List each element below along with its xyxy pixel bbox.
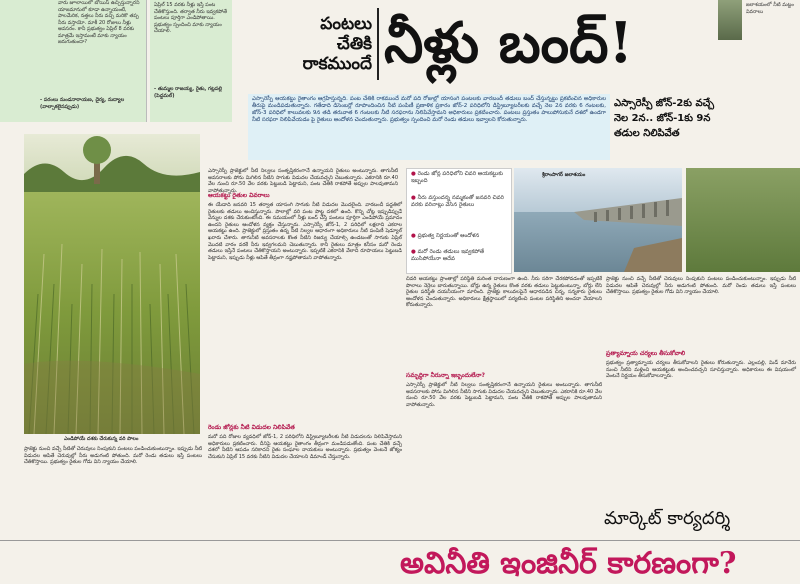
- second-quote-box: [150, 0, 232, 122]
- article-col3b: ఎస్సారెస్పీ ప్రాజెక్టులో నీటి నిల్వలు సంతృప్తికరంగానే ఉన్నాయని రైతులు అంటున్నారు. తాగునీటి అవసరాలకు పోను మిగిలిన నీటిని సాగుకు విడుదల చేయవచ్చని చెబుతున్నారు. ఎకరానికి రూ.40 వేల నుంచి రూ.50 వేల వరకు పెట్టుబడి పెట్టామని, పంట చేతికి రాకపోతే అప్పుల పాలవుతామని వాపోతున్నారు.: [406, 382, 602, 408]
- second-quote-name: - తుమ్మల రాజయ్య, రైతు, గట్లపల్లి (పెద్దమల్): [154, 86, 223, 99]
- reservoir-photo: [514, 168, 682, 272]
- top-right-caption: జలాశయంలో నీటి మట్టం వివరాలు: [746, 2, 794, 15]
- headline-divider: [377, 8, 379, 80]
- article-col1: ఈ యేడాది జనవరి 15 తర్వాత యాసంగి సాగుకు నీటి విడుదల మొదలైంది. వారబందీ పద్దతిలో రైతులకు తడులు అందిస్తున్నారు. పొలాల్లో వరి పంట పొట్ట దశలో ఉంది. కొన్ని చోట్ల ఇప్పుడిప్పుడే వెన్నుల దశకు చేరుకుంటోంది. ఈ సమయంలో నీళ్లు బంద్ చేస్తే పంటలు పూర్తిగా ఎండిపోయే ప్రమాదం ఉందని రైతులు ఆందోళన వ్యక్తం చేస్తున్నారు. ఎస్సారెస్పీ జోన్-1, 2 పరిధిలో లక్షలాది ఎకరాల ఆయకట్టు ఉంది. ప్రాజెక్టులో ప్రస్తుతం ఉన్న నీటి నిల్వల ఆధారంగా అధికారులు నీటి పంపిణీ షెడ్యూల్ ఖరారు చేశారు. తాగునీటి అవసరాలకు కొంత నీటిని రిజర్వు చేయాల్సి ఉండటంతో సాగుకు ఏప్రిల్ మొదటి వారం వరకే నీరు ఇవ్వగలమని చెబుతున్నారు. కానీ రైతులు మాత్రం కనీసం మరో రెండు తడులు ఇస్తేనే పంటలు చేతికొస్తాయని అంటున్నారు. ఇప్పటికే ఎకరానికి వేలాది రూపాయలు పెట్టుబడి పెట్టామని, ఇప్పుడు నీళ్లు ఆపితే తీవ్రంగా నష్టపోతామని వాపోతున్నారు.: [208, 202, 402, 261]
- second-quote-text: ఏప్రిల్ 15 వరకు నీళ్లు ఇస్తే పంట చేతికొస్తుంది. తర్వాత నీరు ఇవ్వకపోతే పంటలు పూర్తిగా ఎండిపోతాయి. ప్రభుత్వం స్పందించి మాకు న్యాయం చేయాలి.: [154, 2, 228, 34]
- left-quote-text: వారు జూలాయిలో బోయిస్ ఉచ్చిస్తున్నారని యాజమానులో కూడా ఉన్నాయంటే, పాలమేరిక, నత్తలు నీరు వచ్చి మరికొ తప్ప నీరు వస్తాయో. మాకీ 20 రోజులు నీళ్లు అవసరం. కానీ ప్రభుత్వం ఏప్రిల్ 8 వరకు మాత్రమే ఇస్తామంటే మాకు న్యాయం జరుగుతుందా?: [58, 0, 140, 45]
- highlight-2: ● నీరు వస్తుందన్న నమ్మకంతో జనవరి చివరి వరకు వరినాట్లు వేసిన రైతులు: [411, 195, 504, 208]
- subhead-zones: రెండు జోన్లకు నీటి విడుదల నిలిపివేత: [208, 424, 295, 431]
- article-col3: చివరి ఆయకట్టు ప్రాంతాల్లో పరిస్థితి మరింత దారుణంగా ఉంది. నీరు సరిగా చేరకపోవడంతో ఇప్పటికే పొలాలు నెర్రెలు బారుతున్నాయి. బోర్లు ఉన్న రైతులు కొంత వరకు తడులు పెట్టుకుంటున్నా, బోర్లు లేని రైతుల పరిస్థితి దయనీయంగా మారింది. ప్రాజెక్టు కాలువలపైనే ఆధారపడిన చిన్న, సన్నకారు రైతులు ఆందోళన చెందుతున్నారు. అధికారులు క్షేత్రస్థాయిలో పర్యటించి పంటల పరిస్థితిని అంచనా వేయాలని కోరుతున్నారు.: [406, 276, 602, 309]
- article-bottom-left: ప్రాజెక్టు నుంచి వచ్చే నీటితో చెరువులు నింపుకుని పంటలు పండించుకుంటున్నాం. ఇప్పుడు నీటి విడుదల ఆపితే చెరువుల్లో నీరు అడుగంటి పోతుంది. మరో రెండు తడులు ఇస్తే పంటలు చేతికొస్తాయి. ప్రభుత్వం రైతుల గోడు విని న్యాయం చేయాలి.: [24, 446, 202, 466]
- article-col2: మరో పది రోజుల వ్యవధిలో జోన్-1, 2 పరిధిలోని డిస్ట్రిబ్యూటరీలకు నీటి విడుదలను నిలిపివేస్తామని అధికారులు ప్రకటించారు. దీనిపై ఆయకట్టు రైతాంగం తీవ్రంగా మండిపడుతోంది. పంట చేతికి వచ్చే దశలో నీటిని ఆపడం సరికాదని రైతు సంఘాల నాయకులు అంటున్నారు. ప్రభుత్వం వెంటనే జోక్యం చేసుకుని ఏప్రిల్ 15 వరకు నీటిని విడుదల చేయాలని డిమాండ్ చేస్తున్నారు.: [208, 434, 402, 460]
- bottom-divider: [0, 540, 800, 541]
- article-intro: ఎస్సారెస్పీ ప్రాజెక్టులో నీటి నిల్వలు సంతృప్తికరంగానే ఉన్నాయని రైతులు అంటున్నారు. తాగునీటి అవసరాలకు పోను మిగిలిన నీటిని సాగుకు విడుదల చేయవచ్చని చెబుతున్నారు. ఎకరానికి రూ.40 వేల నుంచి రూ.50 వేల వరకు పెట్టుబడి పెట్టామని, పంట చేతికి రాకపోతే అప్పుల పాలవుతామని వాపోతున్నారు.: [208, 168, 398, 194]
- article-col4: ప్రాజెక్టు నుంచి వచ్చే నీటితో చెరువులు నింపుకుని పంటలు పండించుకుంటున్నాం. ఇప్పుడు నీటి విడుదల ఆపితే చెరువుల్లో నీరు అడుగంటి పోతుంది. మరో రెండు తడులు ఇస్తే పంటలు చేతికొస్తాయి. ప్రభుత్వం రైతుల గోడు విని న్యాయం చేయాలి.: [606, 276, 796, 296]
- subhead-farmers: ఆయకట్టు రైతుల వివరాలు: [208, 192, 270, 199]
- headline-main: నీళ్లు బంద్!: [384, 10, 634, 76]
- highlight-3: ● ప్రభుత్వ నిర్ణయంతో ఆందోళన: [411, 233, 480, 239]
- bottom-banner: [0, 544, 800, 581]
- subhead-water-stock: సమృద్ధిగా నీరున్నా ఇబ్బందులేనా?: [406, 372, 485, 379]
- deck-box: [248, 94, 610, 160]
- highlight-4: ● మరో రెండు తడులు ఇవ్వకపోతే ముసిపోయేనా ఆదేవ: [411, 249, 485, 262]
- tree-photo: [686, 168, 800, 272]
- photo-caption: ఎండిపోయే దశకు చేరుకున్న వరి పొలం: [64, 436, 139, 442]
- left-quote-box: [0, 0, 147, 122]
- paddy-field-photo: [24, 134, 200, 434]
- deck-side-box: ఎస్సారెస్పీ జోన్-2కు వచ్చే నెల 2న.. జోన్-1కు 9న తడుల నిలిపివేత: [614, 98, 715, 139]
- kicker-line-1: పంటలు: [320, 14, 372, 34]
- signature-text: మార్కెట్ కార్యదర్శి: [604, 508, 731, 529]
- bottom-headline: అవినీతి ఇంజినీర్ కారణంగా?: [400, 546, 737, 581]
- headline-kicker: [262, 14, 372, 74]
- deck-text: ఎస్సారెస్పీ ఆయకట్టు రైతాంగం ఆగ్రహిస్తున్నది. పంట చేతికి రాకముందే మరో పది రోజుల్లో యాసంగి పంటలకు వారబందీ తడులు బంద్ చేస్తున్నట్టు ప్రకటించిన అధికారుల తీరుపై మండిపడుతున్నారు. గతేడాది డిసెంబర్లో రూపొందించిన నీటి పంపిణీ ప్రణాళిక ప్రకారం జోన్-2 పరిధిలోని డిస్ట్రిబ్యూటరీలకు వచ్చే నెల 2న వరకు 6 గంటలకు, జోన్-3 పరిధిలో కాలువలకు 9న తడి తరువాత 6 గంటలకు నీటి సరఫరాను నిలిపివేస్తామని అధికారులు ప్రకటించారు. పంటలు ప్రస్తుతం పాలుపోసుకునే దశలో ఉండగా నీటి సరఫరా నిలిపివేయడం పై రైతులు ఆందోళన చెందుతున్నారు. ప్రభుత్వం స్పందించి మరో రెండు తడులు ఇవ్వాలని కోరుతున్నారు.: [252, 96, 606, 123]
- top-right-photo: [718, 0, 742, 40]
- kicker-line-2: చేతికి: [336, 34, 372, 54]
- reservoir-label: శ్రీరాంసాగర్ జలాశయం: [542, 172, 586, 178]
- subhead-alternatives: ప్రత్యామ్నాయ చర్యలు తీసుకోవాలి: [606, 350, 686, 357]
- highlight-1: ● రెండు జోన్ల పరిధిలోని చివరి ఆయకట్టుకు ఇబ్బంది: [411, 171, 503, 184]
- highlights-box: [406, 168, 512, 274]
- left-quote-name: - పరంలు నుండనారాయణ, దైర్య, నుద్యాల (వాల్సాకలైనప్పుడు): [40, 97, 125, 110]
- article-col4b: ప్రభుత్వం ప్రత్యామ్నాయ చర్యలు తీసుకోవాలని రైతులు కోరుతున్నారు. ఎల్లంపల్లి, మిడ్ మానేరు నుంచి నీటిని మళ్లించి ఆయకట్టుకు అందించవచ్చని సూచిస్తున్నారు. అధికారులు ఈ విషయంలో వెంటనే నిర్ణయం తీసుకోవాలన్నారు.: [606, 360, 796, 380]
- kicker-line-3: రాకముందే: [302, 54, 372, 74]
